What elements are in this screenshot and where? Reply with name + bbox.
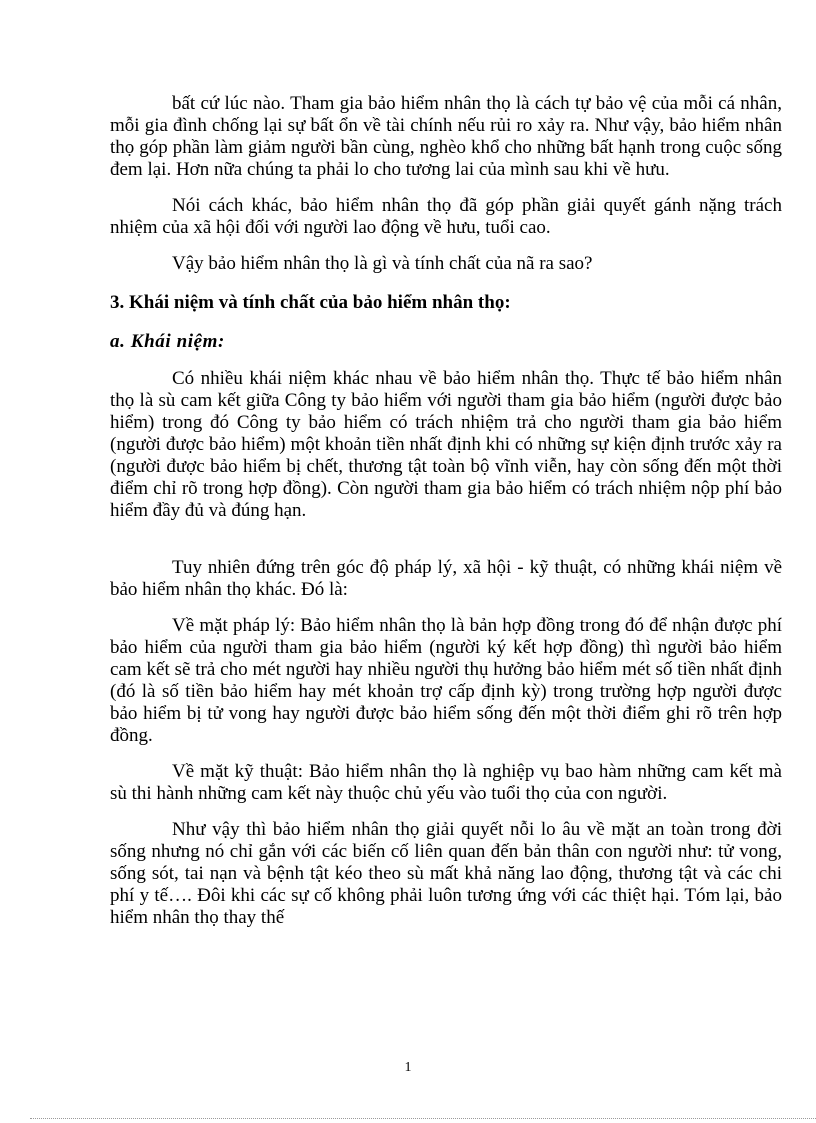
page-number: 1 — [404, 1060, 412, 1075]
paragraph-perspectives: Tuy nhiên đứng trên góc độ pháp lý, xã hội - kỹ thuật, có những khái niệm về bảo hiểm nhân thọ khác. Đó là: — [110, 557, 782, 600]
paragraph-conclusion: Như vậy thì bảo hiểm nhân thọ giải quyết nỗi lo âu về mặt an toàn trong đời sống nhưng nó chỉ gắn với các biến cố liên quan đến bản thân con người như: tử vong, sống sót, tai nạn và bệnh tật kéo theo sù mất khả năng lao động, thương tật và các chi phí y tế…. Đôi khi các sự cố không phải luôn tương ứng với các thiệt hại. Tóm lại, bảo hiểm nhân thọ thay thế — [110, 819, 782, 928]
paragraph-technical-aspect: Về mặt kỹ thuật: Bảo hiểm nhân thọ là nghiệp vụ bao hàm những cam kết mà sù thi hành những cam kết này thuộc chủ yếu vào tuổi thọ của con người. — [110, 761, 782, 804]
paragraph-question: Vậy bảo hiểm nhân thọ là gì và tính chất của nã ra sao? — [172, 253, 593, 274]
page-content — [110, 93, 782, 929]
paragraph-social-role: Nói cách khác, bảo hiểm nhân thọ đã góp phần giải quyết gánh nặng trách nhiệm của xã hội đối với người lao động về hưu, tuổi cao. — [110, 195, 782, 238]
subsection-heading: a. Khái niệm: — [110, 331, 225, 352]
paragraph-definition: Có nhiều khái niệm khác nhau về bảo hiểm nhân thọ. Thực tế bảo hiểm nhân thọ là sù cam kết giữa Công ty bảo hiểm với người tham gia bảo hiểm (người được bảo hiểm) trong đó Công ty bảo hiểm có trách nhiệm trả cho người tham gia bảo hiểm (người được bảo hiểm) một khoản tiền nhất định khi có những sự kiện định trước xảy ra (người được bảo hiểm bị chết, thương tật toàn bộ vĩnh viễn, hay còn sống đến một thời điểm chỉ rõ trong hợp đồng). Còn người tham gia bảo hiểm có trách nhiệm nộp phí bảo hiểm đầy đủ và đúng hạn. — [110, 368, 782, 521]
paragraph-intro: bất cứ lúc nào. Tham gia bảo hiểm nhân thọ là cách tự bảo vệ của mỗi cá nhân, mỗi gia đình chống lại sự bất ổn về tài chính nếu rủi ro xảy ra. Như vậy, bảo hiểm nhân thọ góp phần làm giảm người bần cùng, nghèo khổ cho những bất hạnh trong cuộc sống đem lại. Hơn nữa chúng ta phải lo cho tương lai của mình sau khi về hưu. — [110, 93, 782, 180]
page-break-divider — [30, 1118, 816, 1119]
section-heading: 3. Khái niệm và tính chất của bảo hiểm nhân thọ: — [110, 292, 511, 313]
paragraph-legal-aspect: Về mặt pháp lý: Bảo hiểm nhân thọ là bản hợp đồng trong đó để nhận được phí bảo hiểm của người tham gia bảo hiểm (người ký kết hợp đồng) thì người bảo hiểm cam kết sẽ trả cho mét người hay nhiều người thụ hưởng bảo hiểm mét số tiền nhất định (đó là số tiền bảo hiểm hay mét khoản trợ cấp định kỳ) trong trường hợp người được bảo hiểm bị tử vong hay người được bảo hiểm sống đến một thời điểm ghi rõ trên hợp đồng. — [110, 615, 782, 746]
